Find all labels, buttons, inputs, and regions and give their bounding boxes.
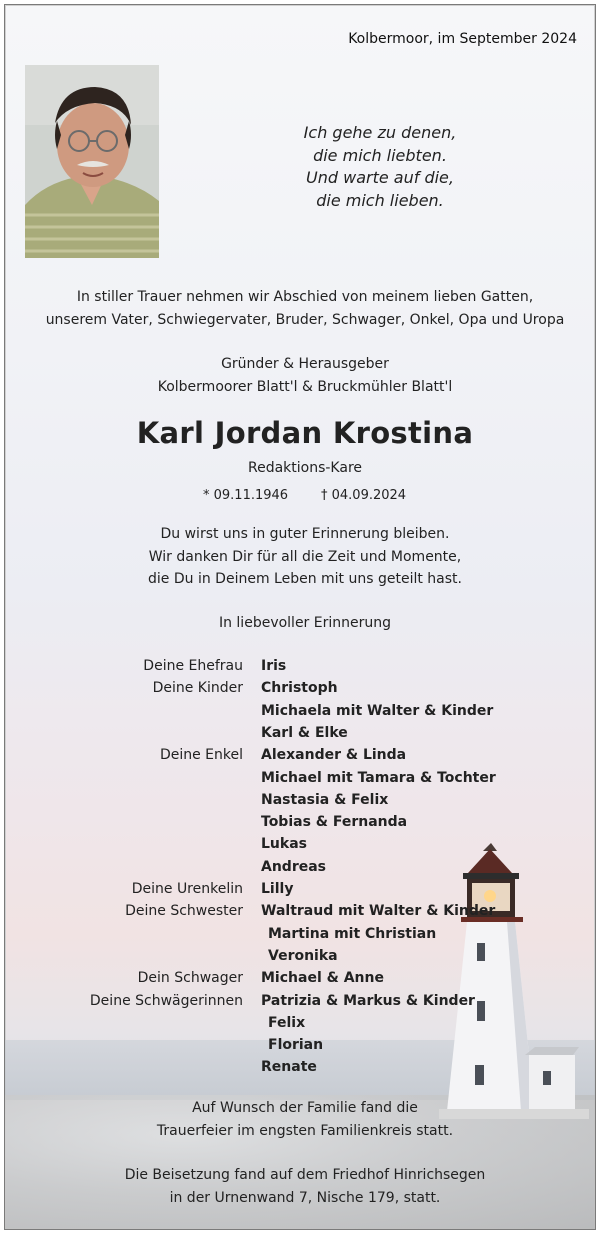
family-name: Nastasia & Felix [261, 791, 389, 808]
family-name: Alexander & Linda [261, 747, 407, 764]
deceased-nickname: Redaktions-Kare [247, 460, 363, 476]
role-line: Kolbermoorer Blatt'l & Bruckmühler Blatt'l [157, 378, 453, 395]
obituary-card [4, 4, 596, 1230]
death-date: † 04.09.2024 [321, 488, 407, 503]
burial-line: Die Beisetzung fand auf dem Friedhof Hinrichsegen [124, 1167, 486, 1183]
family-row [5, 990, 596, 1012]
memorial-quote [255, 122, 505, 212]
role-text [5, 353, 596, 398]
family-row [5, 811, 596, 833]
quote-line: Und warte auf die, [306, 168, 454, 188]
family-row [5, 722, 596, 744]
memory-line: In liebevoller Erinnerung [218, 615, 392, 631]
intro-text [5, 286, 596, 331]
family-name: Waltraud mit Walter & Kinder [261, 903, 496, 920]
family-row [5, 833, 596, 855]
place-date: Kolbermoor, im September 2024 [348, 31, 577, 47]
portrait-photo [25, 65, 159, 258]
family-name: Veronika [268, 947, 338, 964]
family-name: Michael & Anne [261, 970, 384, 987]
family-relation: Deine Urenkelin [131, 881, 243, 897]
family-row [5, 655, 596, 677]
farewell-message [5, 523, 596, 591]
family-name: Christoph [261, 680, 338, 697]
family-name: Patrizia & Markus & Kinder [261, 992, 475, 1009]
family-name: Michael mit Tamara & Tochter [261, 769, 496, 786]
family-relation: Dein Schwager [137, 970, 243, 987]
family-row [5, 900, 596, 922]
family-relation: Deine Ehefrau [143, 658, 243, 674]
family-relation: Deine Enkel [159, 747, 243, 764]
funeral-note [5, 1097, 596, 1142]
family-name: Lukas [261, 836, 307, 853]
family-name: Felix [268, 1014, 306, 1031]
family-relation: Deine Schwägerinnen [89, 992, 243, 1009]
family-row [5, 878, 596, 900]
family-name: Iris [261, 658, 287, 674]
role-line: Gründer & Herausgeber [221, 356, 389, 372]
funeral-line: Trauerfeier im engsten Familienkreis statt. [156, 1122, 454, 1139]
birth-date: * 09.11.1946 [203, 488, 289, 503]
family-row [5, 923, 596, 945]
burial-note [5, 1164, 596, 1209]
family-row [5, 677, 596, 699]
family-relation: Deine Schwester [125, 903, 243, 920]
quote-line: die mich liebten. [313, 145, 447, 165]
family-row [5, 1034, 596, 1056]
family-name: Renate [261, 1059, 317, 1076]
family-name: Michaela mit Walter & Kinder [261, 702, 494, 719]
quote-line: die mich lieben. [316, 190, 444, 210]
funeral-line: Auf Wunsch der Familie fand die [192, 1100, 418, 1116]
family-row [5, 767, 596, 789]
family-relation: Deine Kinder [152, 680, 243, 697]
intro-line: unserem Vater, Schwiegervater, Bruder, Schwager, Onkel, Opa und Uropa [45, 311, 565, 328]
family-name: Martina mit Christian [268, 925, 437, 942]
family-name: Florian [268, 1037, 324, 1054]
message-line: die Du in Deinem Leben mit uns geteilt hast. [148, 571, 462, 587]
family-name: Lilly [261, 881, 294, 897]
family-row [5, 700, 596, 722]
family-row [5, 856, 596, 878]
message-line: Wir danken Dir für all die Zeit und Momente, [148, 548, 462, 565]
family-name: Andreas [261, 858, 327, 875]
family-row [5, 744, 596, 766]
deceased-name: Karl Jordan Krostina [136, 416, 474, 450]
family-row [5, 967, 596, 989]
family-row [5, 1056, 596, 1078]
family-row [5, 945, 596, 967]
quote-line: Ich gehe zu denen, [303, 123, 457, 142]
burial-line: in der Urnenwand 7, Nische 179, statt. [169, 1189, 441, 1206]
message-line: Du wirst uns in guter Erinnerung bleiben. [160, 526, 450, 542]
intro-line: In stiller Trauer nehmen wir Abschied von meinem lieben Gatten, [76, 289, 534, 305]
family-row [5, 1012, 596, 1034]
family-name: Karl & Elke [261, 724, 348, 741]
family-row [5, 789, 596, 811]
family-name: Tobias & Fernanda [261, 814, 408, 831]
